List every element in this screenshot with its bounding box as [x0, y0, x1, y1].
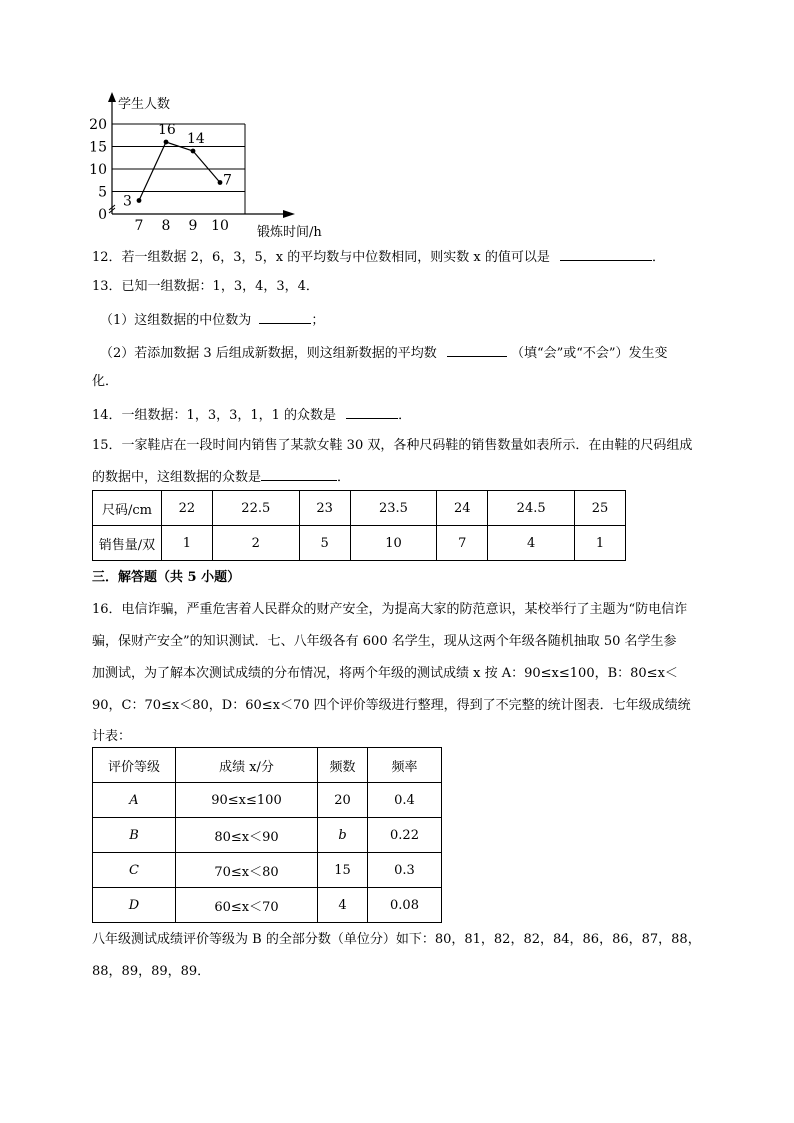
q12-answer-blank[interactable] [560, 246, 652, 261]
q16-line: 90，C：70≤x＜80，D：60≤x＜70 四个评价等级进行整理，得到了不完整的统计图表．七年级成绩统 [92, 698, 691, 713]
y-tick-label: 0 [98, 207, 107, 223]
table-header-row [93, 748, 442, 783]
q16-after-line: 八年级测试成绩评价等级为 B 的全部分数（单位分）如下：80，81，82，82，84，86，86，87，88， [92, 932, 701, 947]
q14-text: 14．一组数据：1，3，3，1，1 的众数是 [92, 408, 337, 423]
sales-cell: 10 [350, 526, 437, 561]
shoe-size-table [92, 490, 626, 561]
q16-line: 骗，保财产安全”的知识测试．七、八年级各有 600 名学生，现从这两个年级各随机抽取 50 名学生参 [92, 634, 677, 649]
q14-answer-blank[interactable] [346, 404, 398, 419]
q16-after-line: 88，89，89，89． [92, 964, 211, 979]
header-cell: 评价等级 [93, 748, 176, 783]
q13-p1-blank[interactable] [259, 309, 311, 324]
shoe-size-row [93, 491, 626, 526]
y-tick-label: 5 [98, 184, 107, 201]
size-cell: 23.5 [350, 491, 437, 526]
x-axis-label: 锻炼时间/h [257, 225, 322, 240]
sales-cell: 1 [162, 526, 213, 561]
q13-part2-cont [92, 372, 118, 392]
q16-line: 16．电信诈骗，严重危害着人民群众的财产安全，为提高大家的防范意识，某校举行了主题为“防电信诈 [92, 602, 688, 617]
x-tick-label: 10 [211, 218, 229, 234]
data-point [218, 180, 223, 185]
y-tick-label: 15 [89, 139, 107, 156]
frequency-cell: 4 [318, 888, 368, 923]
rate-cell: 0.08 [368, 888, 442, 923]
x-tick-label: 9 [188, 218, 198, 234]
x-axis-arrow [283, 210, 295, 218]
data-point [191, 149, 196, 154]
q13-p2-blank[interactable] [447, 342, 507, 357]
q13-p1-end: ； [311, 313, 325, 328]
grade7-score-table [92, 747, 442, 923]
question-15-line2 [92, 466, 350, 488]
question-12 [92, 246, 665, 268]
data-point [164, 140, 169, 145]
question-13 [92, 277, 319, 297]
rate-cell: 0.4 [368, 783, 442, 818]
question-15-line1 [92, 436, 692, 456]
q16-line: 加测试，为了解本次测试成绩的分布情况，将两个年级的测试成绩 x 按 A：90≤x≤100，B：80≤x＜ [92, 666, 678, 681]
sales-count-row [93, 526, 626, 561]
size-cell: 22.5 [212, 491, 299, 526]
q13-p2-text: （2）若添加数据 3 后组成新数据，则这组新数据的平均数 [100, 346, 437, 361]
q12-text: 12．若一组数据 2，6，3，5，x 的平均数与中位数相同，则实数 x 的值可以是 [92, 250, 550, 265]
q16-line: 计表： [92, 729, 132, 744]
q13-p2-after: （填“会”或“不会”）发生变 [510, 346, 668, 361]
q15-line1: 15．一家鞋店在一段时间内销售了某款女鞋 30 双，各种尺码鞋的销售数量如表所示．在由鞋的尺码组成 [92, 438, 693, 453]
q14-end: ． [398, 408, 412, 423]
range-cell: 90≤x≤100 [176, 783, 318, 818]
q15-line2: 的数据中，这组数据的众数是 [92, 470, 262, 485]
section-3-heading: 三．解答题（共 5 小题） [92, 570, 241, 585]
data-label: 7 [223, 172, 232, 189]
y-tick-label: 10 [89, 162, 107, 178]
table-row [93, 888, 442, 923]
q15-line2-end: ． [337, 470, 351, 485]
y-tick-label: 20 [89, 117, 107, 133]
y-axis-label: 学生人数 [118, 97, 171, 112]
x-tick-label: 7 [134, 218, 144, 234]
sales-row-label: 销售量/双 [93, 526, 162, 561]
range-cell: 60≤x＜70 [176, 888, 318, 923]
header-cell: 成绩 x/分 [176, 748, 318, 783]
q13-part2 [100, 342, 668, 364]
data-point [137, 198, 142, 203]
data-label: 16 [158, 122, 176, 138]
frequency-cell: 15 [318, 853, 368, 888]
rate-cell: 0.22 [368, 818, 442, 853]
grade-cell: B [93, 818, 176, 853]
size-cell: 25 [575, 491, 626, 526]
size-cell: 22 [162, 491, 213, 526]
rate-cell: 0.3 [368, 853, 442, 888]
grade-cell: D [93, 888, 176, 923]
q13-text: 13．已知一组数据：1，3，4，3，4． [92, 279, 319, 294]
size-cell: 24 [437, 491, 488, 526]
size-cell: 24.5 [488, 491, 575, 526]
sales-cell: 4 [488, 526, 575, 561]
q13-p2-cont: 化． [92, 374, 119, 389]
table-row [93, 818, 442, 853]
q13-part1 [100, 309, 324, 331]
size-cell: 23 [299, 491, 350, 526]
question-14 [92, 404, 411, 426]
header-cell: 频率 [368, 748, 442, 783]
x-tick-label: 8 [161, 218, 171, 234]
q12-end: ． [651, 250, 665, 265]
grade-cell: C [93, 853, 176, 888]
frequency-cell: 20 [318, 783, 368, 818]
range-cell: 80≤x＜90 [176, 818, 318, 853]
data-label: 3 [123, 193, 132, 210]
header-cell: 频数 [318, 748, 368, 783]
table-row [93, 853, 442, 888]
grade-cell: A [93, 783, 176, 818]
table-row [93, 783, 442, 818]
q15-answer-blank[interactable] [261, 466, 337, 481]
range-cell: 70≤x＜80 [176, 853, 318, 888]
data-label: 14 [187, 131, 205, 147]
size-row-label: 尺码/cm [93, 491, 162, 526]
line-chart [85, 90, 345, 240]
sales-cell: 2 [212, 526, 299, 561]
sales-cell: 1 [575, 526, 626, 561]
frequency-cell: b [318, 818, 368, 853]
y-axis-arrow [108, 92, 116, 102]
sales-cell: 5 [299, 526, 350, 561]
q13-p1-text: （1）这组数据的中位数为 [100, 313, 252, 328]
sales-cell: 7 [437, 526, 488, 561]
